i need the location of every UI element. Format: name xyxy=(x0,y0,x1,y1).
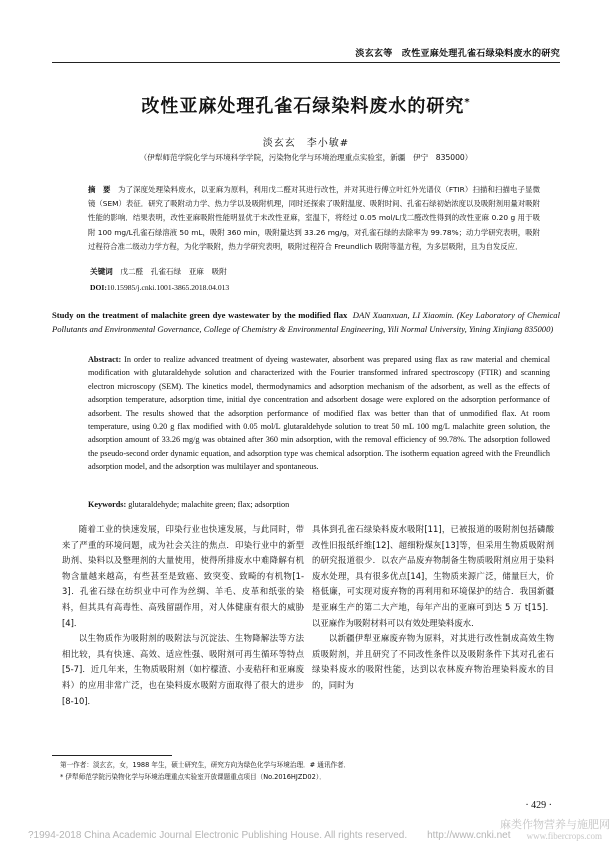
doi-value: 10.15985/j.cnki.1001-3865.2018.04.013 xyxy=(106,283,230,292)
keywords-text: 戊二醛 孔雀石绿 亚麻 吸附 xyxy=(120,267,227,276)
author-list: 淡玄玄 李小敏# xyxy=(262,138,350,149)
body-column-right xyxy=(312,522,554,694)
chinese-abstract xyxy=(88,183,540,254)
english-abstract xyxy=(88,353,550,474)
running-head: 淡玄玄等 改性亚麻处理孔雀石绿染料废水的研究 xyxy=(355,49,560,59)
site-watermark xyxy=(474,816,610,844)
article-title-text: 改性亚麻处理孔雀石绿染料废水的研究 xyxy=(141,96,465,117)
chinese-keywords xyxy=(90,266,227,277)
watermark-name: 麻类作物营养与施肥网 xyxy=(500,818,610,831)
footnote-rule xyxy=(52,755,172,756)
english-keywords-text: glutaraldehyde; malachite green; flax; adsorption xyxy=(128,500,290,509)
watermark-url: www.fibercrops.com xyxy=(526,831,602,841)
english-abstract-text: In order to realize advanced treatment of dyeing wastewater, absorbent was prepared using flax as raw material and chemical modification with glutaraldehyde solution and characterized with the Fourier transformed infrared spectroscopy (FTIR) and scanning electron microscopy (SEM). The kinetics model, thermodynamics and adsorption mechanism of the adsorbent, as well as the effects of adsorption temperature, adsorption time, initial dye concentration and adsorbent dosage were explored on the adsorption performance of adsorbent. The results showed that the adsorption performance of modified flax was better than that of unmodified flax. At room temperature, using 0.20 g flax modified with 0.05 mol/L glutaraldehyde solution to treat 50 mL 100 mg/L malachite green solution, the adsorption amount of 33.26 mg/g was obtained after 360 min adsorption, with the removal efficiency of 99.78%. The adsorption followed the pseudo-second order dynamic equation, and adsorption type was chemical adsorption. The isotherm equation agreed with the Freundlich adsorption model, and the adsorption was multilayer and spontaneous. xyxy=(88,355,551,472)
english-title-block xyxy=(52,309,560,336)
footnote-funding: * 伊犁师范学院污染物化学与环境治理重点实验室开放课题重点项目（No.2016HJZD02）． xyxy=(60,773,326,781)
english-keywords xyxy=(88,500,289,509)
english-byline: DAN Xuanxuan, LI Xiaomin. xyxy=(352,310,455,320)
body-paragraph: 随着工业的快速发展，印染行业也快速发展，与此同时，带来了严重的环境问题，成为社会关注的焦点．印染行业中的新型助剂、染料以及整理剂的大量使用，使得所排废水中难降解有机物含量越来越高，有些甚至是致癌、致突变、致畸的有机物[1-3]．孔雀石绿在纺织业中可作为丝绸、羊毛、皮革和纸张的染料，但其具有高毒性、高残留副作用，对人体健康有很大的威胁[4]． xyxy=(62,524,304,628)
abstract-label: 摘 要 xyxy=(88,185,111,194)
english-affiliation: (Key Laboratory of Chemical Pollutants and Environmental Governance, College of Chemistry & Environmental Engineering, Yili Normal University, Yining Xinjiang 835000) xyxy=(52,310,560,334)
body-paragraph: 以生物质作为吸附剂的吸附法与沉淀法、生物降解法等方法相比较，具有快速、高效、适应性强、吸附剂可再生循环等特点[5-7]．近几年来，生物质吸附剂（如柠檬渣、小麦秸秆和亚麻废料）的应用非常广泛，也在染料废水吸附方面取得了很大的进步[8-10]． xyxy=(62,633,304,706)
footnote-author: 第一作者：淡玄玄，女，1988 年生，硕士研究生，研究方向为绿色化学与环境治理．# 通讯作者． xyxy=(60,761,351,769)
doi-line xyxy=(90,283,229,292)
doi-label: DOI: xyxy=(90,283,107,292)
body-column-left xyxy=(62,522,304,709)
english-abstract-label: Abstract: xyxy=(88,355,122,364)
body-paragraph: 具体到孔雀石绿染料废水吸附[11]，已被报道的吸附剂包括磷酸改性旧报纸纤维[12]、超细粉煤灰[13]等，但采用生物质吸附剂的研究报道很少．以农产品废弃物制备生物质吸附剂应用于染料废水处理，具有很多优点[14]，生物质来源广泛，储量巨大，价格低廉，可实现对废弃物的再利用和环境保护的结合．我国新疆是亚麻生产的第二大产地，每年产出的亚麻可到达 5 万 t[15]．以亚麻作为吸附材料可以有效处理染料废水． xyxy=(312,524,554,628)
author-affiliation: （伊犁师范学院化学与环境科学学院，污染物化学与环境治理重点实验室，新疆 伊宁 835000） xyxy=(139,153,473,162)
copyright-footer: ?1994-2018 China Academic Journal Electronic Publishing House. All rights reserved. http://www.cnki.net xyxy=(28,830,511,841)
title-footnote-mark: * xyxy=(464,97,471,108)
keywords-label: 关键词 xyxy=(90,267,113,276)
body-paragraph: 以新疆伊犁亚麻废弃物为原料，对其进行改性制成高效生物质吸附剂，并且研究了不同改性条件以及吸附条件下其对孔雀石绿染料废水的吸附性能，达到以农林废弃物治理染料废水的目的，同时为 xyxy=(312,633,554,690)
abstract-text: 为了深度处理染料废水，以亚麻为原料，利用戊二醛对其进行改性，并对其进行傅立叶红外光谱仪（FTIR）扫描和扫描电子显微镜（SEM）表征．研究了吸附动力学、热力学以及吸附机理，同时还探索了吸附温度、吸附时间、孔雀石绿初始浓度以及吸附剂用量对吸附性能的影响．结果表明，改性亚麻吸附性能明显优于未改性亚麻，室温下，将经过 0.05 mol/L戊二醛改性得到的改性亚麻 0.20 g 用于吸附 100 mg/L孔雀石绿溶液 50 mL，吸附 360 min，吸附量达到 33.26 mg/g，对孔雀石绿的去除率为 99.78%；动力学研究表明，吸附过程符合准二级动力学方程，为化学吸附，热力学研究表明，吸附过程符合 Freundlich 吸附等温方程，为多层吸附，且为自发反应． xyxy=(88,185,540,251)
page-number: · 429 · xyxy=(525,800,552,811)
header-rule xyxy=(52,62,560,63)
english-keywords-label: Keywords: xyxy=(88,500,127,509)
article-title xyxy=(52,92,560,118)
english-title: Study on the treatment of malachite green dye wastewater by the modified flax xyxy=(52,310,348,320)
